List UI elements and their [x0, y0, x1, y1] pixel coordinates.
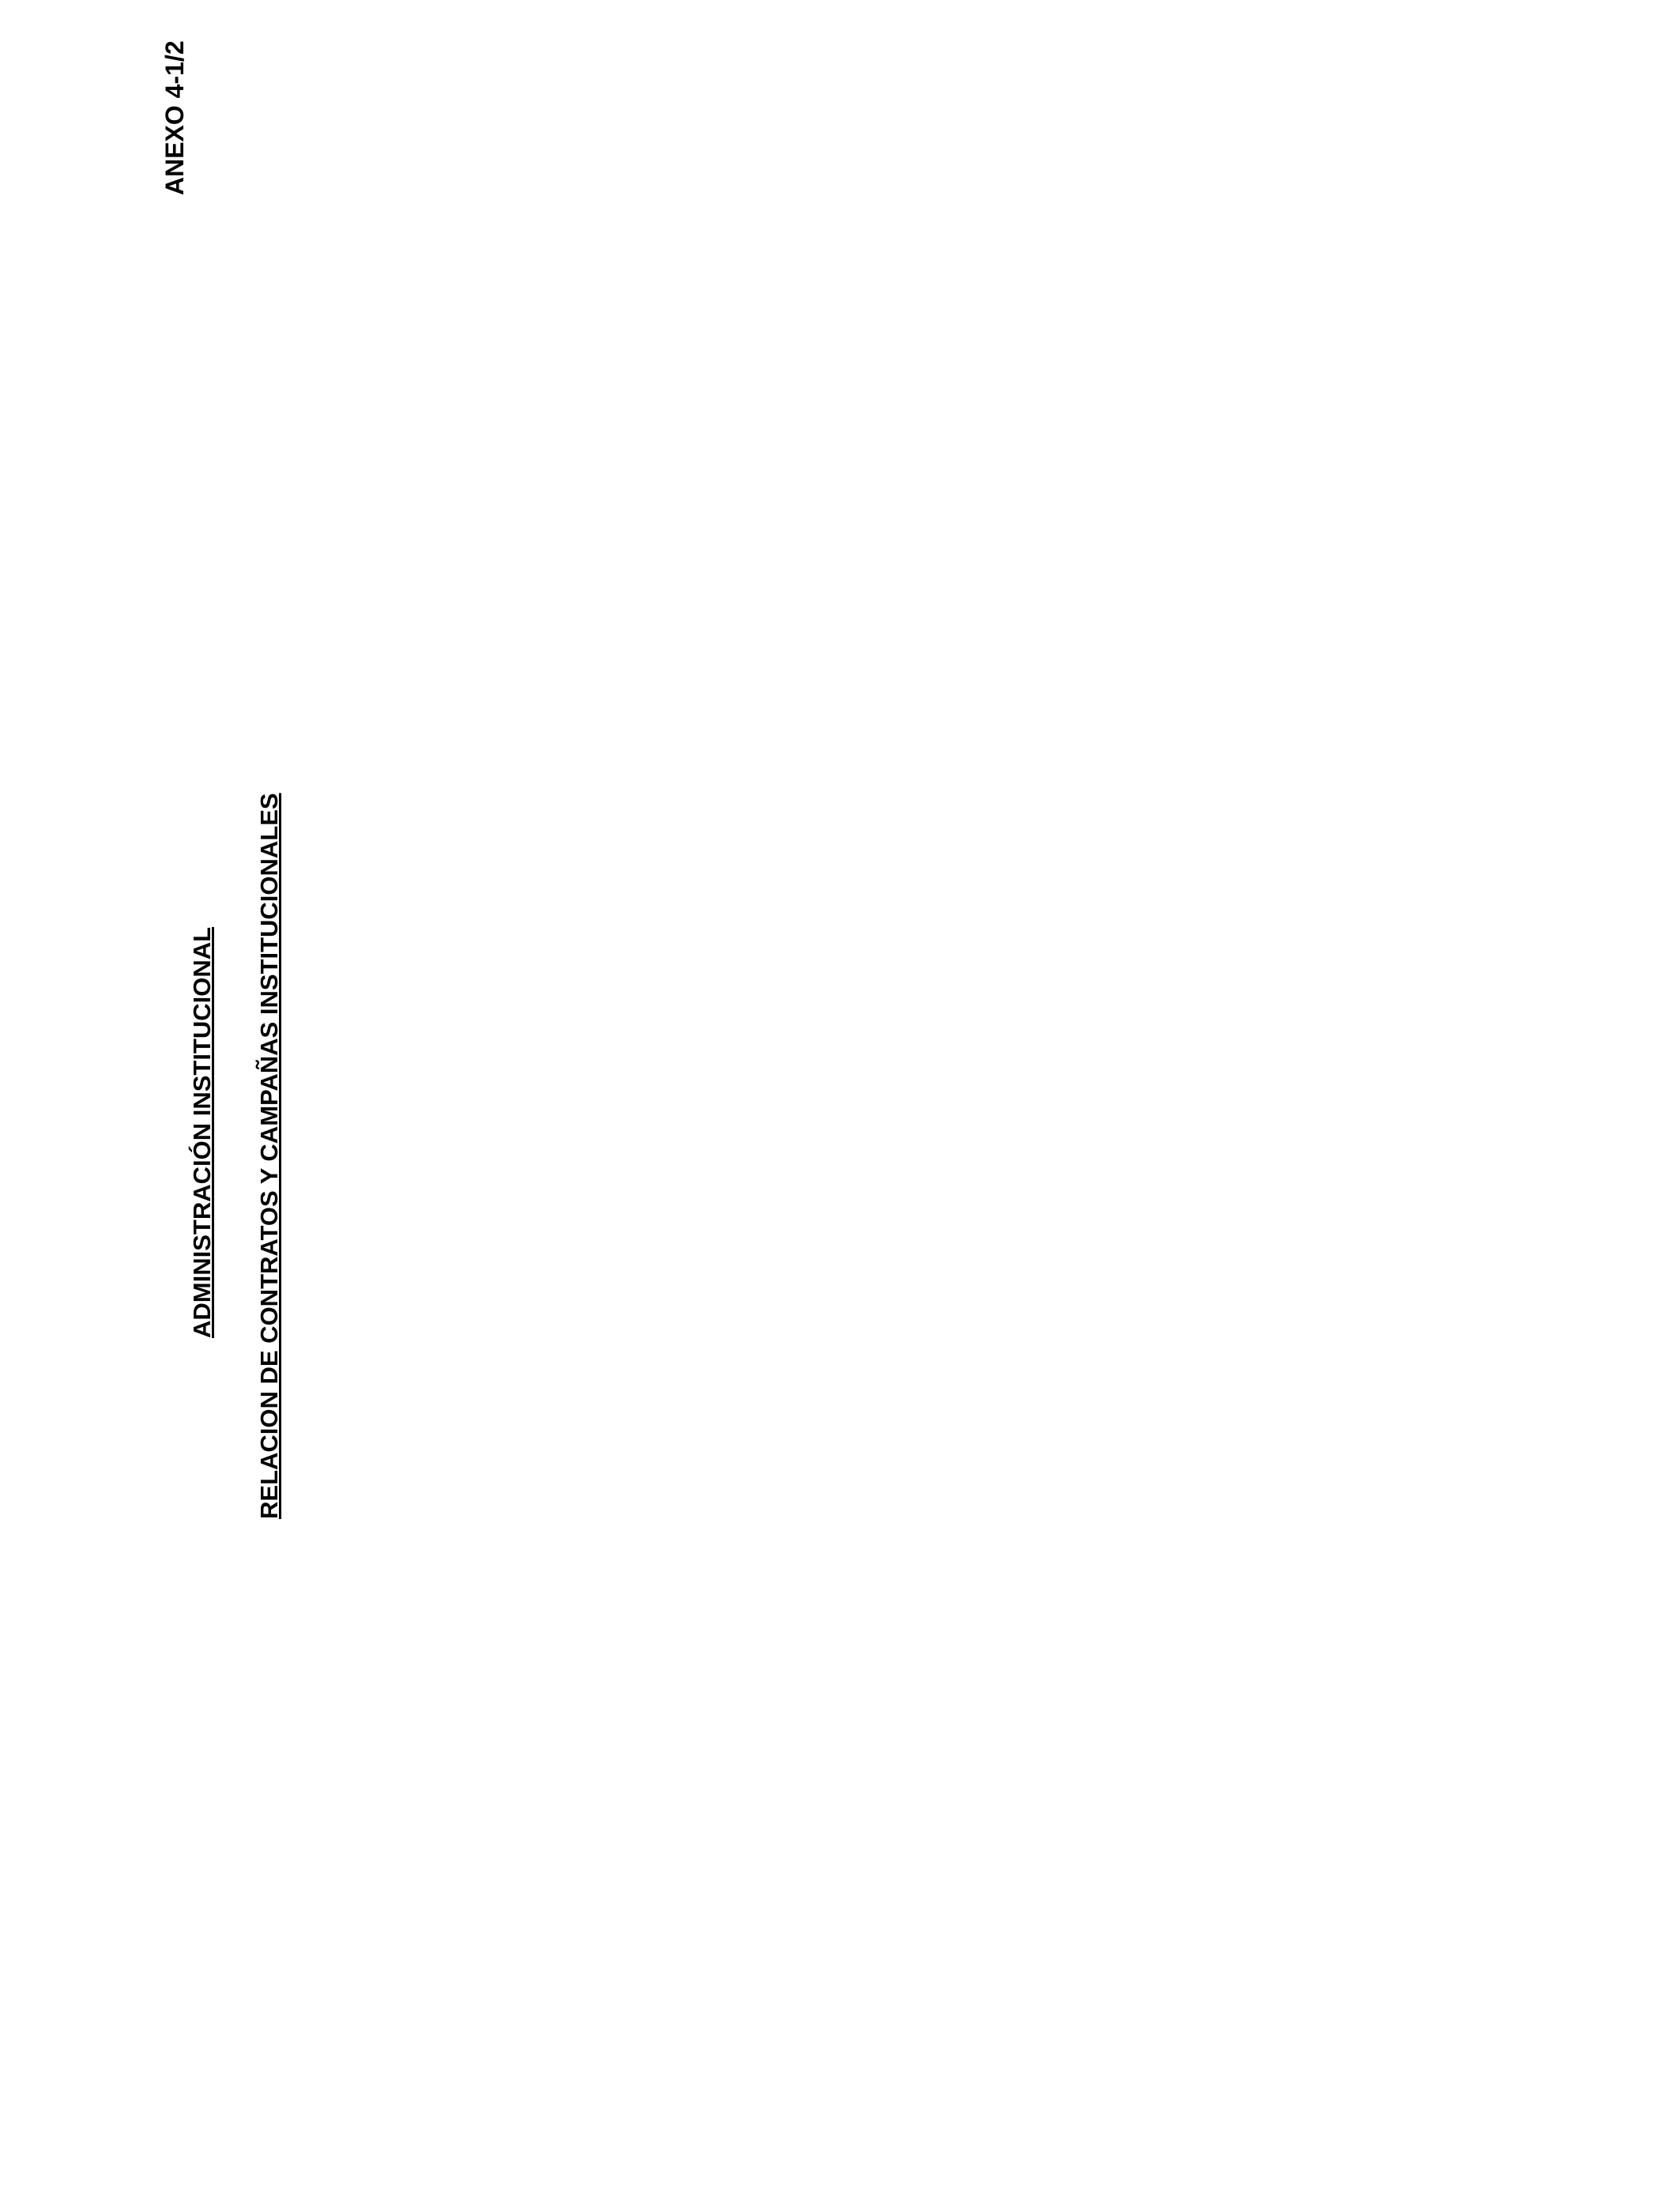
heading-relacion: RELACION DE CONTRATOS Y CAMPAÑAS INSTITUCIONALES: [255, 793, 283, 1519]
heading-administracion: ADMINISTRACIÓN INSTITUCIONAL: [188, 926, 216, 1338]
annex-label: ANEXO 4-1/2: [160, 40, 189, 195]
